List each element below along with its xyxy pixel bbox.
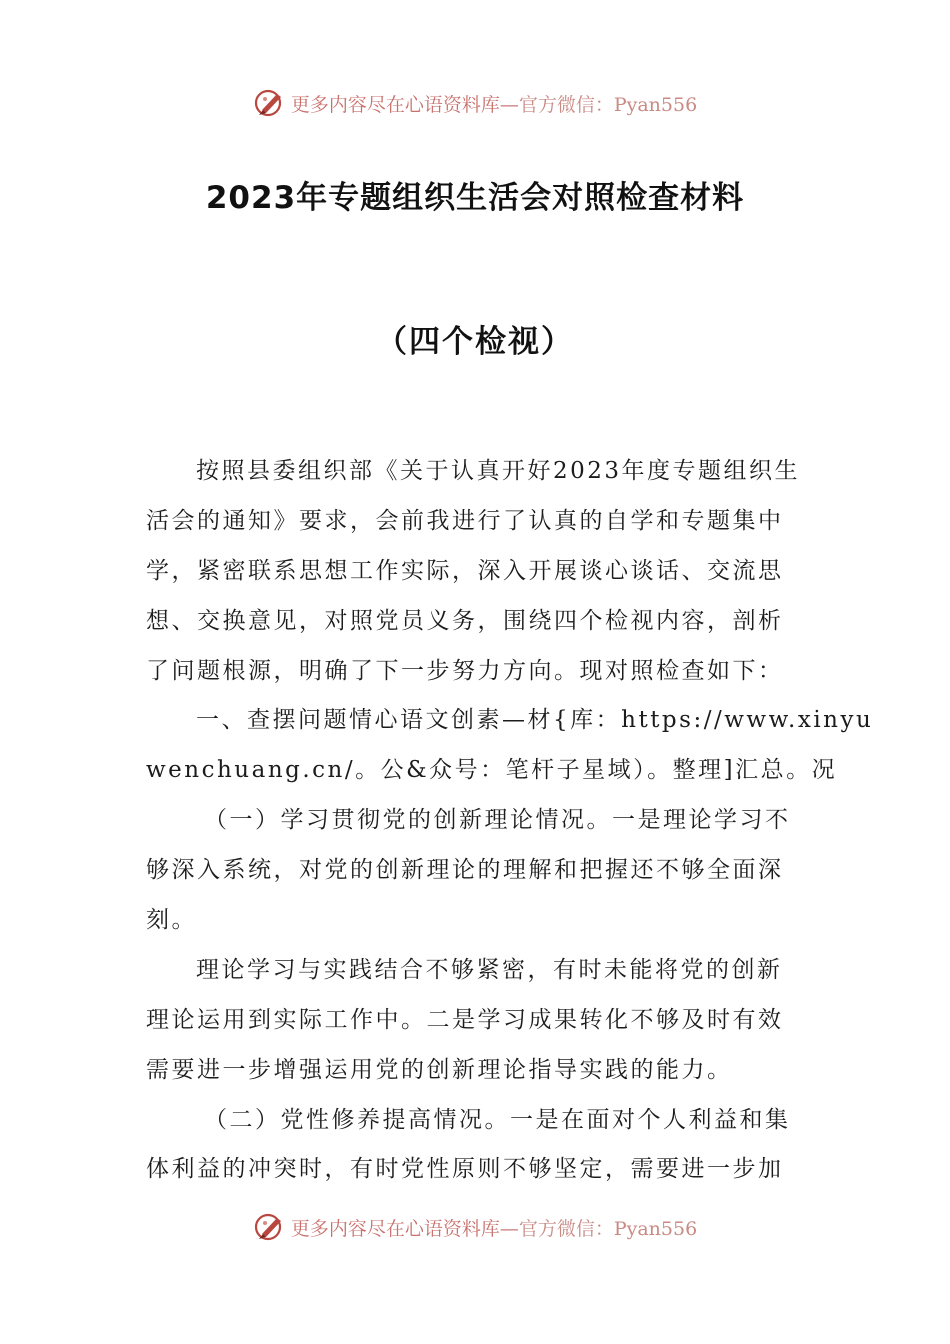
body-line: （二）党性修养提高情况。一是在面对个人利益和集: [204, 1106, 791, 1133]
body-line: 体利益的冲突时，有时党性原则不够坚定，需要进一步加: [146, 1156, 784, 1183]
banner-wechat-text: 官方微信：Pyan556: [518, 1217, 698, 1240]
body-line: 刻。: [146, 907, 197, 934]
body-line: 一、查摆问题情心语文创素—材{库：https://www.xinyu: [196, 707, 874, 734]
body-line: 理论运用到实际工作中。二是学习成果转化不够及时有效: [146, 1006, 784, 1033]
body-line: 想、交换意见，对照党员义务，围绕四个检视内容，剖析: [146, 607, 784, 634]
body-line: 按照县委组织部《关于认真开好2023年度专题组织生: [196, 458, 801, 484]
banner-brand-text: 更多内容尽在心语资料库: [290, 93, 500, 116]
document-body: [146, 447, 874, 1195]
body-line: wenchuang.cn/。公&众号：笔杆子星域）。整理]汇总。况: [146, 757, 838, 784]
body-line: 了问题根源，明确了下一步努力方向。现对照检查如下：: [146, 657, 784, 684]
banner-wechat-text: 官方微信：Pyan556: [518, 93, 698, 116]
banner-dash: —: [499, 93, 519, 116]
body-line: 活会的通知》要求，会前我进行了认真的自学和专题集中: [146, 507, 784, 534]
body-line: 够深入系统，对党的创新理论的理解和把握还不够全面深: [146, 857, 784, 884]
pen-logo-icon: [253, 1210, 287, 1244]
footer-banner: [0, 1207, 950, 1247]
document-subtitle: （四个检视）: [376, 324, 574, 360]
pen-logo-icon: [253, 86, 287, 120]
body-line: 学，紧密联系思想工作实际，深入开展谈心谈话、交流思: [146, 557, 784, 584]
body-line: （一）学习贯彻党的创新理论情况。一是理论学习不: [204, 807, 791, 834]
document-title: 2023年专题组织生活会对照检查材料: [205, 180, 745, 216]
header-banner: [0, 83, 950, 123]
body-line: 需要进一步增强运用党的创新理论指导实践的能力。: [146, 1056, 733, 1083]
banner-dash: —: [499, 1217, 519, 1240]
body-line: 理论学习与实践结合不够紧密，有时未能将党的创新: [196, 956, 783, 983]
banner-brand-text: 更多内容尽在心语资料库: [290, 1217, 500, 1240]
